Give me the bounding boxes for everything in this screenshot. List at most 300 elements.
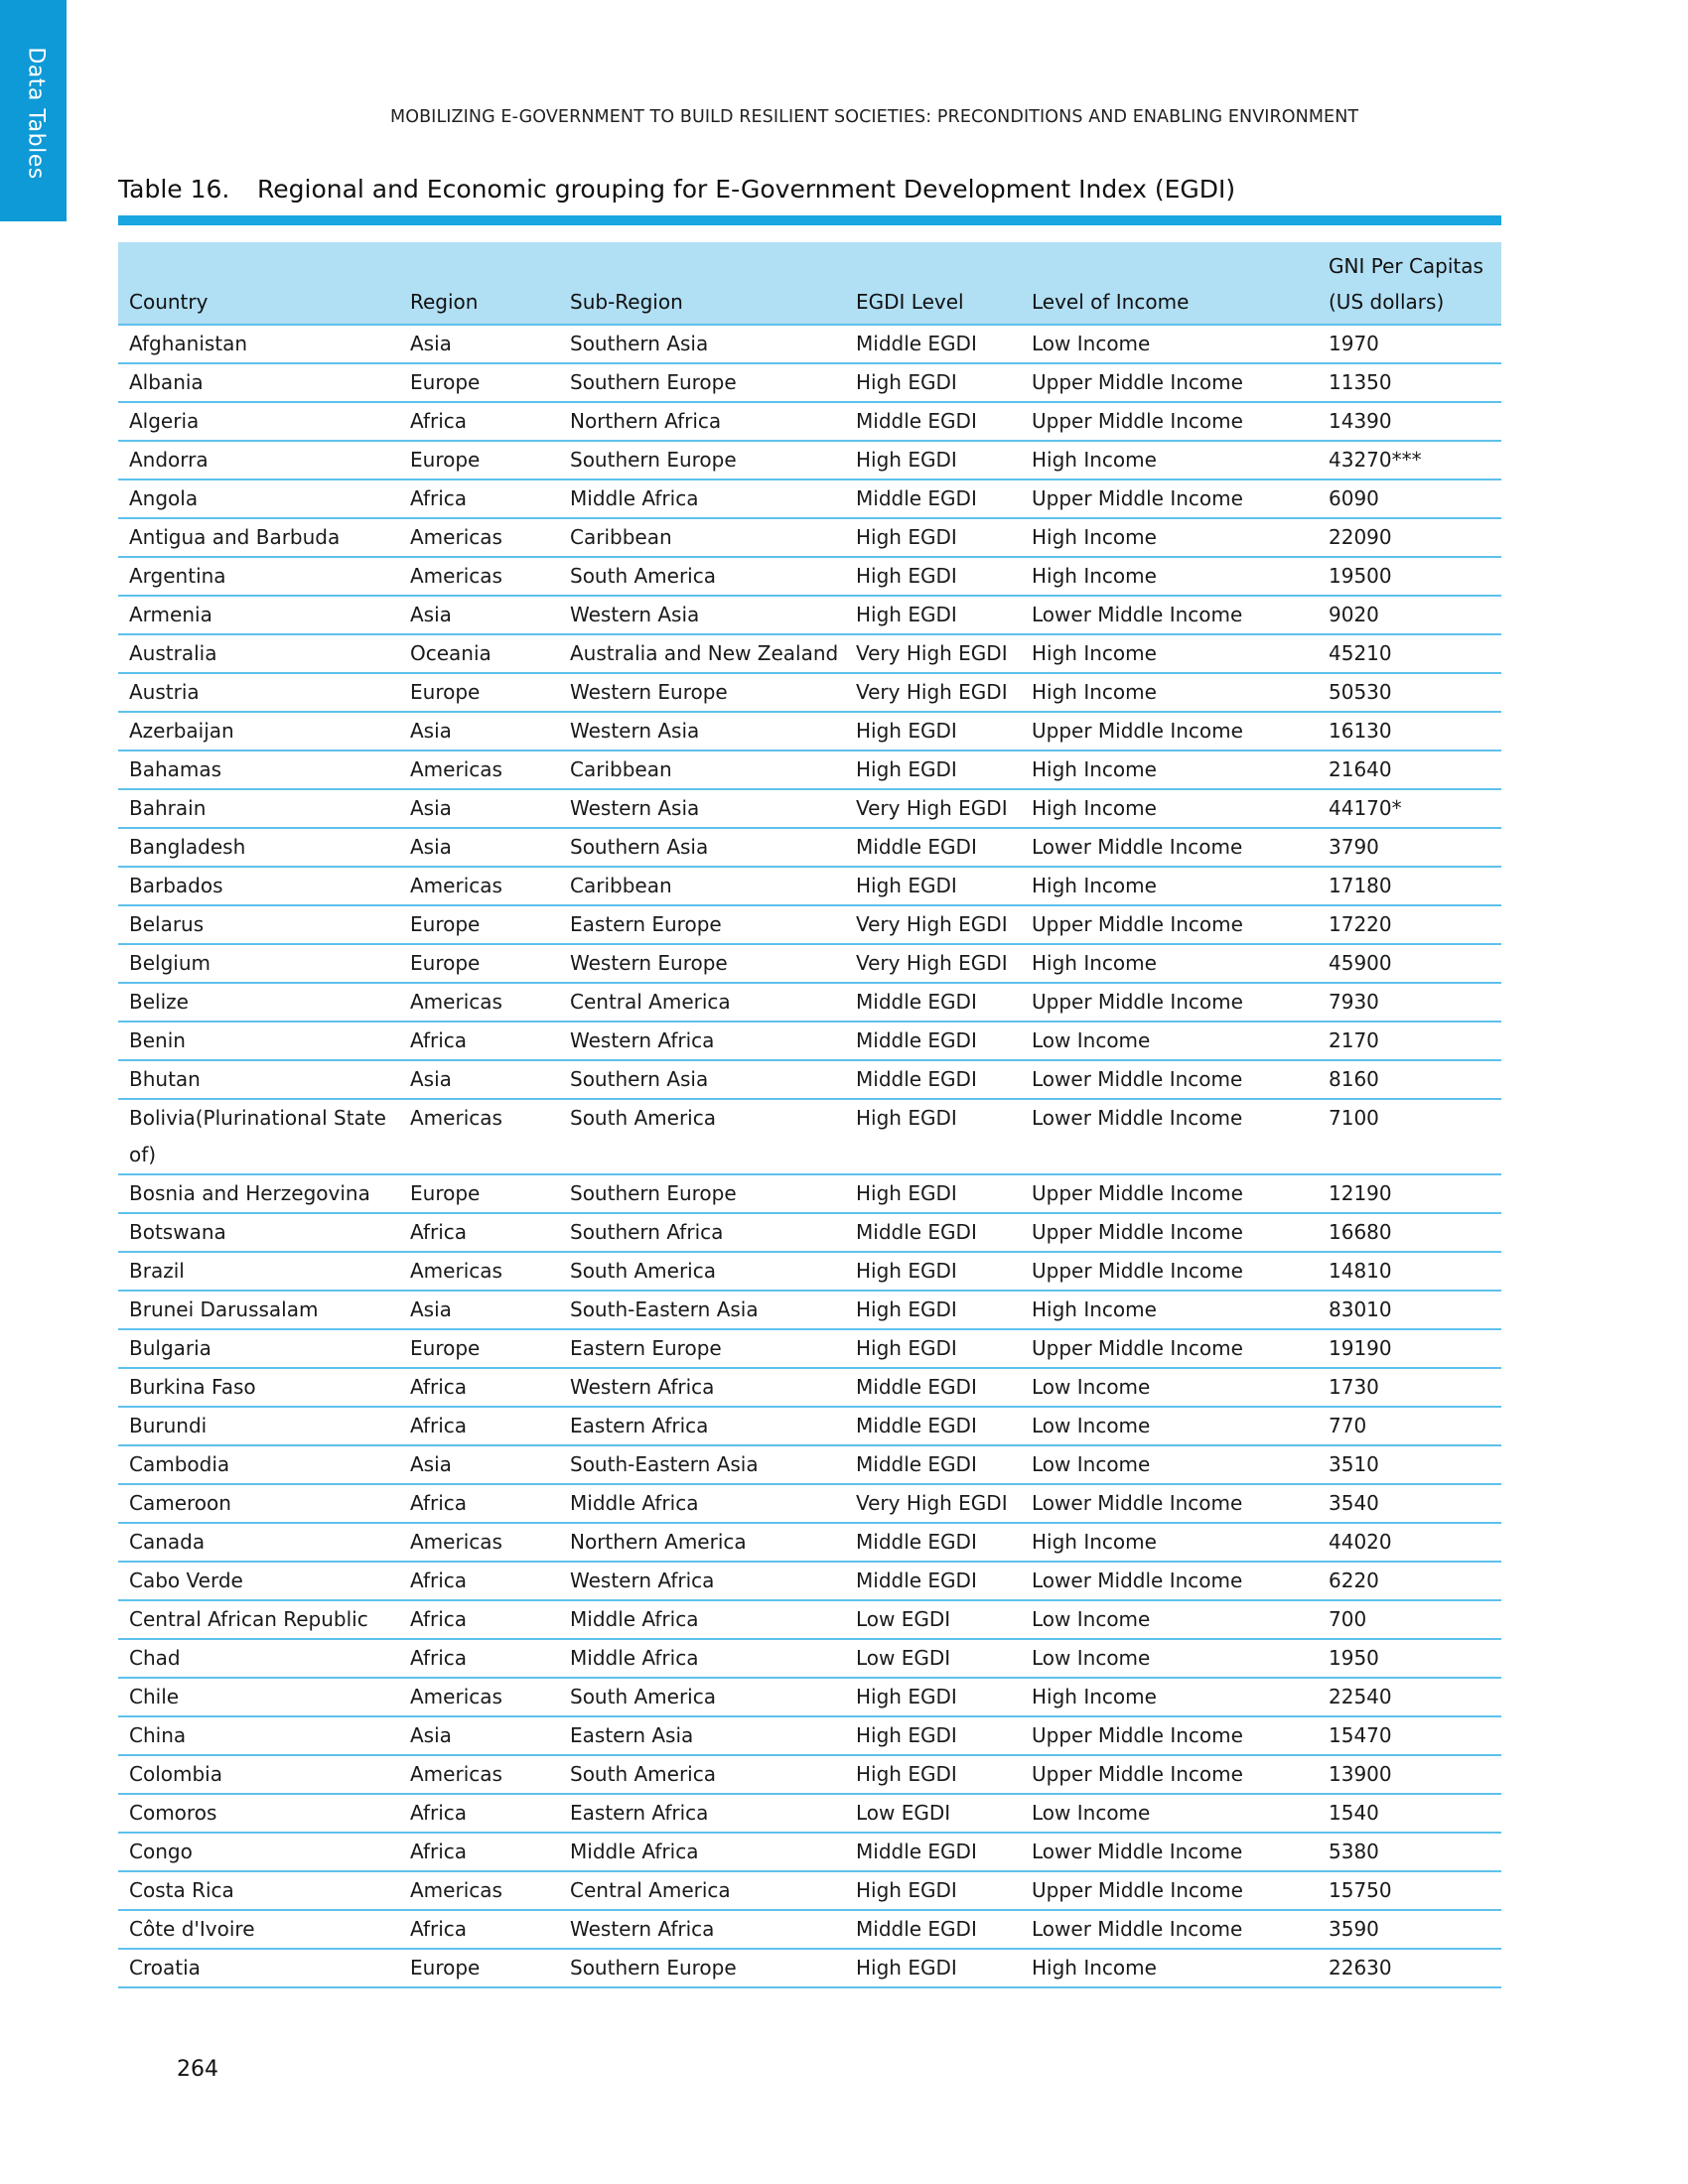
sub-region-cell: Southern Europe [559, 1174, 845, 1213]
gni-cell: 45210 [1318, 634, 1501, 673]
egdi-level-cell: High EGDI [845, 1716, 1021, 1755]
sub-region-cell: South-Eastern Asia [559, 1445, 845, 1484]
table-row [118, 402, 1501, 441]
gni-cell: 7930 [1318, 983, 1501, 1022]
egdi-level-cell: High EGDI [845, 596, 1021, 634]
country-cell: Afghanistan [118, 325, 399, 363]
country-cell: Belarus [118, 905, 399, 944]
gni-cell: 22540 [1318, 1678, 1501, 1716]
region-cell: Europe [399, 1949, 559, 1987]
region-cell: Asia [399, 789, 559, 828]
region-cell: Africa [399, 1910, 559, 1949]
side-tab-label: Data Tables [23, 47, 49, 180]
region-cell: Africa [399, 1368, 559, 1407]
table-row [118, 1445, 1501, 1484]
egdi-level-cell: Middle EGDI [845, 983, 1021, 1022]
region-cell: Asia [399, 596, 559, 634]
region-cell: Oceania [399, 634, 559, 673]
income-level-cell: High Income [1021, 1523, 1318, 1562]
egdi-level-cell: Middle EGDI [845, 1910, 1021, 1949]
country-cell: Burkina Faso [118, 1368, 399, 1407]
sub-region-cell: South America [559, 1099, 845, 1174]
income-level-cell: Upper Middle Income [1021, 983, 1318, 1022]
region-cell: Africa [399, 1484, 559, 1523]
gni-cell: 16680 [1318, 1213, 1501, 1252]
region-cell: Africa [399, 402, 559, 441]
region-cell: Asia [399, 1291, 559, 1329]
egdi-level-cell: Middle EGDI [845, 402, 1021, 441]
sub-region-cell: Middle Africa [559, 1484, 845, 1523]
country-cell: Andorra [118, 441, 399, 479]
country-cell: Argentina [118, 557, 399, 596]
egdi-level-cell: High EGDI [845, 1174, 1021, 1213]
table-row [118, 1794, 1501, 1833]
sub-region-cell: Middle Africa [559, 1833, 845, 1871]
col-header-sub-region: Sub-Region [559, 242, 845, 325]
title-rule [118, 215, 1501, 225]
table-row [118, 1716, 1501, 1755]
region-cell: Asia [399, 1716, 559, 1755]
country-cell: Croatia [118, 1949, 399, 1987]
sub-region-cell: Western Europe [559, 944, 845, 983]
egdi-level-cell: High EGDI [845, 867, 1021, 905]
income-level-cell: Lower Middle Income [1021, 828, 1318, 867]
gni-cell: 17220 [1318, 905, 1501, 944]
income-level-cell: Upper Middle Income [1021, 402, 1318, 441]
country-cell: Armenia [118, 596, 399, 634]
income-level-cell: Upper Middle Income [1021, 1871, 1318, 1910]
sub-region-cell: Caribbean [559, 751, 845, 789]
table-row [118, 1407, 1501, 1445]
table-row [118, 325, 1501, 363]
sub-region-cell: Caribbean [559, 518, 845, 557]
country-cell: Azerbaijan [118, 712, 399, 751]
country-cell: Brunei Darussalam [118, 1291, 399, 1329]
income-level-cell: Upper Middle Income [1021, 1252, 1318, 1291]
sub-region-cell: Northern America [559, 1523, 845, 1562]
country-cell: Angola [118, 479, 399, 518]
income-level-cell: Upper Middle Income [1021, 712, 1318, 751]
table-row [118, 1639, 1501, 1678]
region-cell: Americas [399, 1099, 559, 1174]
gni-cell: 3590 [1318, 1910, 1501, 1949]
table-row [118, 789, 1501, 828]
country-cell: Cabo Verde [118, 1562, 399, 1600]
egdi-level-cell: High EGDI [845, 1678, 1021, 1716]
sub-region-cell: Middle Africa [559, 479, 845, 518]
region-cell: Africa [399, 1213, 559, 1252]
sub-region-cell: Western Africa [559, 1910, 845, 1949]
table-row [118, 751, 1501, 789]
sub-region-cell: Southern Europe [559, 363, 845, 402]
sub-region-cell: Western Asia [559, 789, 845, 828]
table-row [118, 944, 1501, 983]
egdi-level-cell: Very High EGDI [845, 944, 1021, 983]
region-cell: Asia [399, 1060, 559, 1099]
country-cell: Austria [118, 673, 399, 712]
table-row [118, 1523, 1501, 1562]
table-row [118, 1099, 1501, 1174]
income-level-cell: Upper Middle Income [1021, 1716, 1318, 1755]
gni-cell: 19500 [1318, 557, 1501, 596]
gni-cell: 44020 [1318, 1523, 1501, 1562]
income-level-cell: Upper Middle Income [1021, 905, 1318, 944]
country-cell: Chile [118, 1678, 399, 1716]
income-level-cell: Low Income [1021, 325, 1318, 363]
country-cell: Burundi [118, 1407, 399, 1445]
table-row [118, 1022, 1501, 1060]
gni-cell: 3510 [1318, 1445, 1501, 1484]
egdi-level-cell: Middle EGDI [845, 1523, 1021, 1562]
gni-cell: 1730 [1318, 1368, 1501, 1407]
region-cell: Americas [399, 1871, 559, 1910]
egdi-level-cell: Middle EGDI [845, 1060, 1021, 1099]
income-level-cell: Low Income [1021, 1407, 1318, 1445]
table-body [118, 325, 1501, 1987]
country-cell: Belgium [118, 944, 399, 983]
gni-cell: 15470 [1318, 1716, 1501, 1755]
sub-region-cell: Southern Asia [559, 828, 845, 867]
side-tab [0, 0, 67, 221]
country-cell: Benin [118, 1022, 399, 1060]
egdi-level-cell: Middle EGDI [845, 1562, 1021, 1600]
table-row [118, 905, 1501, 944]
gni-cell: 22090 [1318, 518, 1501, 557]
table-row [118, 1600, 1501, 1639]
region-cell: Europe [399, 363, 559, 402]
table-row [118, 518, 1501, 557]
region-cell: Americas [399, 1523, 559, 1562]
table-row [118, 983, 1501, 1022]
income-level-cell: Upper Middle Income [1021, 1213, 1318, 1252]
gni-cell: 11350 [1318, 363, 1501, 402]
gni-cell: 50530 [1318, 673, 1501, 712]
income-level-cell: Upper Middle Income [1021, 1329, 1318, 1368]
egdi-level-cell: Very High EGDI [845, 1484, 1021, 1523]
region-cell: Africa [399, 1562, 559, 1600]
region-cell: Asia [399, 325, 559, 363]
region-cell: Americas [399, 1755, 559, 1794]
income-level-cell: Low Income [1021, 1022, 1318, 1060]
country-cell: Côte d'Ivoire [118, 1910, 399, 1949]
table-number: Table 16. [118, 175, 230, 204]
egdi-level-cell: Middle EGDI [845, 325, 1021, 363]
table-row [118, 441, 1501, 479]
region-cell: Europe [399, 441, 559, 479]
table-title [118, 175, 1235, 204]
country-cell: Costa Rica [118, 1871, 399, 1910]
gni-cell: 770 [1318, 1407, 1501, 1445]
sub-region-cell: Central America [559, 983, 845, 1022]
income-level-cell: Lower Middle Income [1021, 596, 1318, 634]
income-level-cell: Lower Middle Income [1021, 1562, 1318, 1600]
income-level-cell: High Income [1021, 1678, 1318, 1716]
sub-region-cell: Australia and New Zealand [559, 634, 845, 673]
income-level-cell: Upper Middle Income [1021, 1174, 1318, 1213]
col-header-gni-per-capita [1318, 242, 1501, 325]
gni-cell: 9020 [1318, 596, 1501, 634]
gni-cell: 83010 [1318, 1291, 1501, 1329]
table-title-text: Regional and Economic grouping for E-Government Development Index (EGDI) [257, 175, 1236, 204]
sub-region-cell: Northern Africa [559, 402, 845, 441]
country-cell: Bhutan [118, 1060, 399, 1099]
sub-region-cell: Eastern Europe [559, 1329, 845, 1368]
col-header-egdi-level: EGDI Level [845, 242, 1021, 325]
sub-region-cell: Central America [559, 1871, 845, 1910]
gni-header-unit: (US dollars) [1329, 290, 1445, 314]
sub-region-cell: Eastern Europe [559, 905, 845, 944]
egdi-level-cell: Low EGDI [845, 1639, 1021, 1678]
table-row [118, 596, 1501, 634]
country-cell: China [118, 1716, 399, 1755]
egdi-level-cell: High EGDI [845, 363, 1021, 402]
income-level-cell: Low Income [1021, 1445, 1318, 1484]
table-row [118, 1368, 1501, 1407]
table-row [118, 1213, 1501, 1252]
sub-region-cell: Western Africa [559, 1368, 845, 1407]
table-row [118, 1833, 1501, 1871]
col-header-region: Region [399, 242, 559, 325]
sub-region-cell: Eastern Asia [559, 1716, 845, 1755]
sub-region-cell: Southern Europe [559, 441, 845, 479]
income-level-cell: Upper Middle Income [1021, 363, 1318, 402]
income-level-cell: Upper Middle Income [1021, 479, 1318, 518]
income-level-cell: High Income [1021, 441, 1318, 479]
table-row [118, 1678, 1501, 1716]
income-level-cell: Lower Middle Income [1021, 1484, 1318, 1523]
egdi-level-cell: Middle EGDI [845, 479, 1021, 518]
table-row [118, 712, 1501, 751]
col-header-level-of-income: Level of Income [1021, 242, 1318, 325]
sub-region-cell: Southern Asia [559, 1060, 845, 1099]
region-cell: Africa [399, 1022, 559, 1060]
egdi-level-cell: Very High EGDI [845, 905, 1021, 944]
egdi-level-cell: Middle EGDI [845, 1407, 1021, 1445]
sub-region-cell: Eastern Africa [559, 1407, 845, 1445]
country-cell: Bulgaria [118, 1329, 399, 1368]
gni-cell: 700 [1318, 1600, 1501, 1639]
table-row [118, 1291, 1501, 1329]
country-cell: Colombia [118, 1755, 399, 1794]
sub-region-cell: Western Africa [559, 1022, 845, 1060]
income-level-cell: High Income [1021, 1949, 1318, 1987]
sub-region-cell: Southern Europe [559, 1949, 845, 1987]
egdi-level-cell: High EGDI [845, 1871, 1021, 1910]
gni-cell: 14390 [1318, 402, 1501, 441]
region-cell: Americas [399, 557, 559, 596]
egdi-level-cell: Low EGDI [845, 1794, 1021, 1833]
country-cell: Bahamas [118, 751, 399, 789]
sub-region-cell: Middle Africa [559, 1600, 845, 1639]
egdi-level-cell: High EGDI [845, 1949, 1021, 1987]
table-row [118, 1562, 1501, 1600]
gni-cell: 43270*** [1318, 441, 1501, 479]
income-level-cell: Low Income [1021, 1600, 1318, 1639]
gni-cell: 45900 [1318, 944, 1501, 983]
egdi-level-cell: Middle EGDI [845, 1022, 1021, 1060]
region-cell: Americas [399, 867, 559, 905]
income-level-cell: High Income [1021, 634, 1318, 673]
table-row [118, 673, 1501, 712]
country-cell: Congo [118, 1833, 399, 1871]
gni-cell: 21640 [1318, 751, 1501, 789]
sub-region-cell: Caribbean [559, 867, 845, 905]
table-row [118, 557, 1501, 596]
income-level-cell: Lower Middle Income [1021, 1099, 1318, 1174]
region-cell: Africa [399, 1600, 559, 1639]
income-level-cell: Low Income [1021, 1639, 1318, 1678]
egdi-level-cell: Low EGDI [845, 1600, 1021, 1639]
sub-region-cell: Eastern Africa [559, 1794, 845, 1833]
country-cell: Bosnia and Herzegovina [118, 1174, 399, 1213]
income-level-cell: High Income [1021, 518, 1318, 557]
egdi-level-cell: High EGDI [845, 1099, 1021, 1174]
running-header: MOBILIZING E-GOVERNMENT TO BUILD RESILIENT SOCIETIES: PRECONDITIONS AND ENABLING ENVIRONMENT [390, 107, 1359, 127]
gni-cell: 1540 [1318, 1794, 1501, 1833]
table-row [118, 634, 1501, 673]
egdi-level-cell: High EGDI [845, 712, 1021, 751]
country-cell: Bahrain [118, 789, 399, 828]
region-cell: Asia [399, 712, 559, 751]
table-row [118, 828, 1501, 867]
income-level-cell: Lower Middle Income [1021, 1910, 1318, 1949]
table-row [118, 479, 1501, 518]
egdi-level-cell: High EGDI [845, 557, 1021, 596]
gni-cell: 14810 [1318, 1252, 1501, 1291]
income-level-cell: High Income [1021, 1291, 1318, 1329]
country-cell: Australia [118, 634, 399, 673]
income-level-cell: Low Income [1021, 1794, 1318, 1833]
gni-cell: 3790 [1318, 828, 1501, 867]
table-row [118, 867, 1501, 905]
country-cell: Cameroon [118, 1484, 399, 1523]
country-cell: Comoros [118, 1794, 399, 1833]
table-row [118, 1174, 1501, 1213]
gni-cell: 6220 [1318, 1562, 1501, 1600]
region-cell: Europe [399, 905, 559, 944]
gni-cell: 6090 [1318, 479, 1501, 518]
gni-cell: 1950 [1318, 1639, 1501, 1678]
income-level-cell: High Income [1021, 673, 1318, 712]
egdi-level-cell: High EGDI [845, 751, 1021, 789]
region-cell: Americas [399, 751, 559, 789]
gni-cell: 1970 [1318, 325, 1501, 363]
country-cell: Chad [118, 1639, 399, 1678]
country-cell: Bolivia(Plurinational State of) [118, 1099, 399, 1174]
egdi-level-cell: Very High EGDI [845, 673, 1021, 712]
sub-region-cell: Western Asia [559, 712, 845, 751]
gni-header-label: GNI Per Capitas [1329, 254, 1483, 278]
country-cell: Algeria [118, 402, 399, 441]
egdi-level-cell: High EGDI [845, 1291, 1021, 1329]
income-level-cell: High Income [1021, 751, 1318, 789]
table-row [118, 1252, 1501, 1291]
income-level-cell: High Income [1021, 557, 1318, 596]
egdi-level-cell: High EGDI [845, 518, 1021, 557]
country-cell: Belize [118, 983, 399, 1022]
page-number: 264 [177, 2057, 218, 2082]
country-cell: Bangladesh [118, 828, 399, 867]
egdi-level-cell: Very High EGDI [845, 634, 1021, 673]
table-row [118, 1484, 1501, 1523]
table-row [118, 1910, 1501, 1949]
country-cell: Cambodia [118, 1445, 399, 1484]
region-cell: Americas [399, 518, 559, 557]
gni-cell: 19190 [1318, 1329, 1501, 1368]
country-cell: Canada [118, 1523, 399, 1562]
gni-cell: 7100 [1318, 1099, 1501, 1174]
gni-cell: 3540 [1318, 1484, 1501, 1523]
table-row [118, 1949, 1501, 1987]
sub-region-cell: Middle Africa [559, 1639, 845, 1678]
sub-region-cell: South America [559, 1755, 845, 1794]
region-cell: Americas [399, 1678, 559, 1716]
gni-cell: 22630 [1318, 1949, 1501, 1987]
gni-cell: 5380 [1318, 1833, 1501, 1871]
income-level-cell: Upper Middle Income [1021, 1755, 1318, 1794]
region-cell: Africa [399, 1833, 559, 1871]
egdi-level-cell: Middle EGDI [845, 1833, 1021, 1871]
country-cell: Central African Republic [118, 1600, 399, 1639]
gni-cell: 13900 [1318, 1755, 1501, 1794]
income-level-cell: Lower Middle Income [1021, 1060, 1318, 1099]
sub-region-cell: Western Europe [559, 673, 845, 712]
income-level-cell: Low Income [1021, 1368, 1318, 1407]
region-cell: Europe [399, 1329, 559, 1368]
gni-cell: 2170 [1318, 1022, 1501, 1060]
region-cell: Africa [399, 1407, 559, 1445]
table-row [118, 1871, 1501, 1910]
egdi-level-cell: Middle EGDI [845, 1445, 1021, 1484]
table-row [118, 1329, 1501, 1368]
sub-region-cell: South America [559, 1678, 845, 1716]
gni-cell: 44170* [1318, 789, 1501, 828]
sub-region-cell: South America [559, 557, 845, 596]
col-header-country: Country [118, 242, 399, 325]
income-level-cell: High Income [1021, 789, 1318, 828]
gni-cell: 15750 [1318, 1871, 1501, 1910]
country-cell: Albania [118, 363, 399, 402]
region-cell: Europe [399, 944, 559, 983]
income-level-cell: High Income [1021, 944, 1318, 983]
country-cell: Brazil [118, 1252, 399, 1291]
country-cell: Botswana [118, 1213, 399, 1252]
region-cell: Asia [399, 828, 559, 867]
region-cell: Africa [399, 1794, 559, 1833]
egdi-level-cell: Middle EGDI [845, 828, 1021, 867]
region-cell: Europe [399, 1174, 559, 1213]
egdi-level-cell: High EGDI [845, 1252, 1021, 1291]
table-row [118, 1755, 1501, 1794]
region-cell: Africa [399, 1639, 559, 1678]
egdi-level-cell: High EGDI [845, 1755, 1021, 1794]
sub-region-cell: Western Asia [559, 596, 845, 634]
region-cell: Americas [399, 983, 559, 1022]
egdi-level-cell: High EGDI [845, 441, 1021, 479]
egdi-level-cell: Very High EGDI [845, 789, 1021, 828]
region-cell: Europe [399, 673, 559, 712]
sub-region-cell: South America [559, 1252, 845, 1291]
sub-region-cell: Western Africa [559, 1562, 845, 1600]
region-cell: Africa [399, 479, 559, 518]
region-cell: Americas [399, 1252, 559, 1291]
egdi-level-cell: Middle EGDI [845, 1213, 1021, 1252]
country-cell: Barbados [118, 867, 399, 905]
egdi-level-cell: Middle EGDI [845, 1368, 1021, 1407]
region-cell: Asia [399, 1445, 559, 1484]
table-row [118, 363, 1501, 402]
egdi-grouping-table [118, 242, 1501, 1988]
